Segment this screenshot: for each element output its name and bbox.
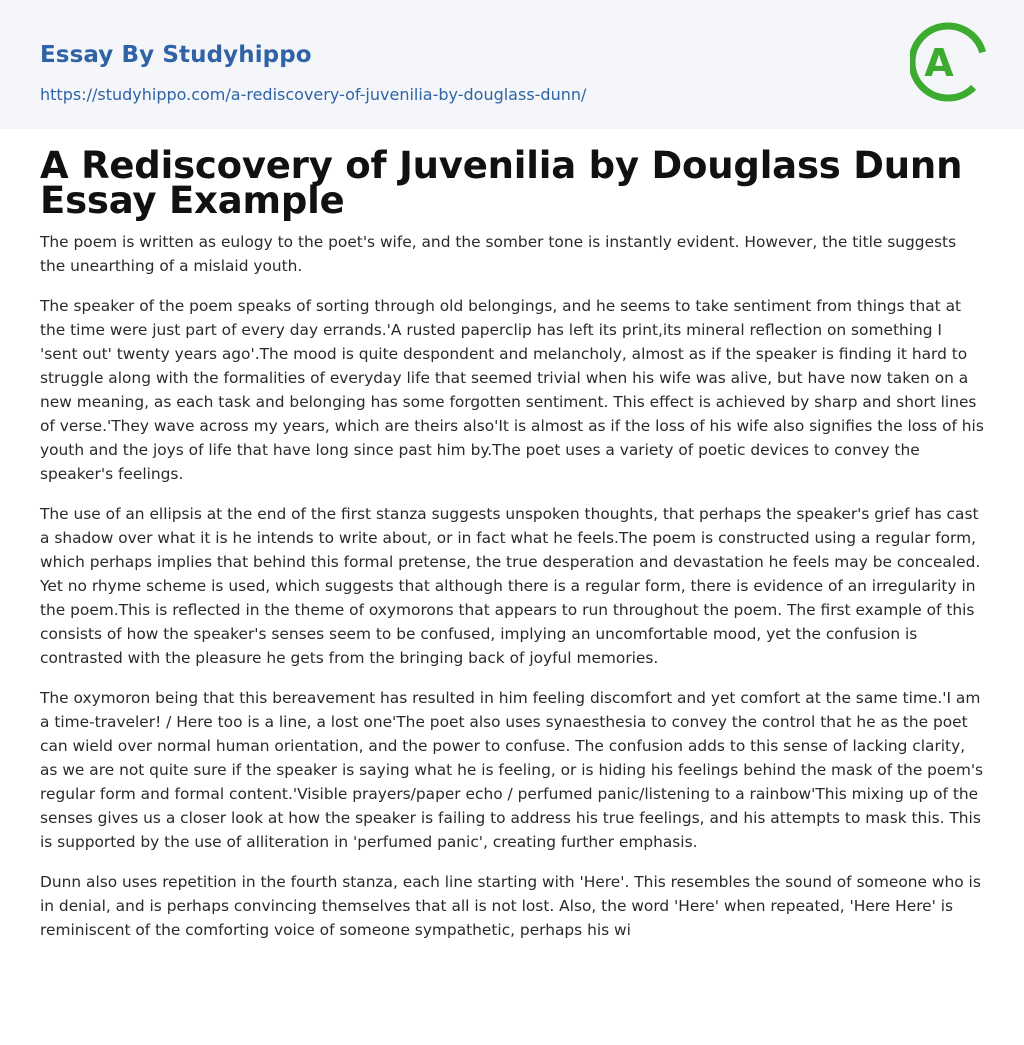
essay-paragraph: The poem is written as eulogy to the poet's wife, and the somber tone is instantly evident. However, the title suggests the unearthing of a mislaid youth.: [40, 233, 957, 275]
studyhippo-logo-icon[interactable]: [910, 18, 986, 106]
essay-url-link[interactable]: https://studyhippo.com/a-rediscovery-of-juvenilia-by-douglass-dunn/: [40, 85, 587, 104]
essay-paragraph: The use of an ellipsis at the end of the first stanza suggests unspoken thoughts, that perhaps the speaker's grief has cast a shadow over what it is he intends to write about, or in fact what he feels.The poem is constructed using a regular form, which perhaps implies that behind this formal pretense, the true desperation and devastation he feels may be concealed. Yet no rhyme scheme is used, which suggests that although there is a regular form, there is evidence of an irregularity in the poem.This is reflected in the theme of oxymorons that appears to run throughout the poem. The first example of this consists of how the speaker's senses seem to be confused, implying an uncomfortable mood, yet the confusion is contrasted with the pleasure he gets from the bringing back of joyful memories.: [40, 505, 981, 667]
site-header: [0, 0, 1024, 129]
essay-paragraph: Dunn also uses repetition in the fourth stanza, each line starting with 'Here'. This resembles the sound of someone who is in denial, and is perhaps convincing themselves that all is not lost. Also, the word 'Here' when repeated, 'Here Here' is reminiscent of the comforting voice of someone sympathetic, perhaps his wi: [40, 873, 981, 939]
logo-letter: A: [924, 41, 954, 85]
essay-paragraph: The oxymoron being that this bereavement has resulted in him feeling discomfort and yet comfort at the same time.'I am a time-traveler! / Here too is a line, a lost one'The poet also uses synaesthesia to convey the control that he as the poet can wield over normal human orientation, and the power to confuse. The confusion adds to this sense of lacking clarity, as we are not quite sure if the speaker is saying what he is feeling, or is hiding his feelings behind the mask of the poem's regular form and formal content.'Visible prayers/paper echo / perfumed panic/listening to a rainbow'This mixing up of the senses gives us a closer look at how the speaker is failing to address his true feelings, and his attempts to mask this. This is supported by the use of alliteration in 'perfumed panic', creating further emphasis.: [40, 689, 984, 851]
essay-body: [40, 230, 984, 942]
page-title: A Rediscovery of Juvenilia by Douglass Dunn Essay Example: [40, 144, 963, 222]
essay-paragraph: The speaker of the poem speaks of sorting through old belongings, and he seems to take sentiment from things that at the time were just part of every day errands.'A rusted paperclip has left its print,its mineral reflection on something I 'sent out' twenty years ago'.The mood is quite despondent and melancholy, almost as if the speaker is finding it hard to struggle along with the formalities of everyday life that seemed trivial when his wife was alive, but have now taken on a new meaning, as each task and belonging has some forgotten sentiment. This effect is achieved by sharp and short lines of verse.'They wave across my years, which are theirs also'It is almost as if the loss of his wife also signifies the loss of his youth and the joys of life that have long since past him by.The poet uses a variety of poetic devices to convey the speaker's feelings.: [40, 297, 984, 483]
essay-main: [0, 129, 1024, 942]
brand-title: Essay By Studyhippo: [40, 42, 312, 68]
